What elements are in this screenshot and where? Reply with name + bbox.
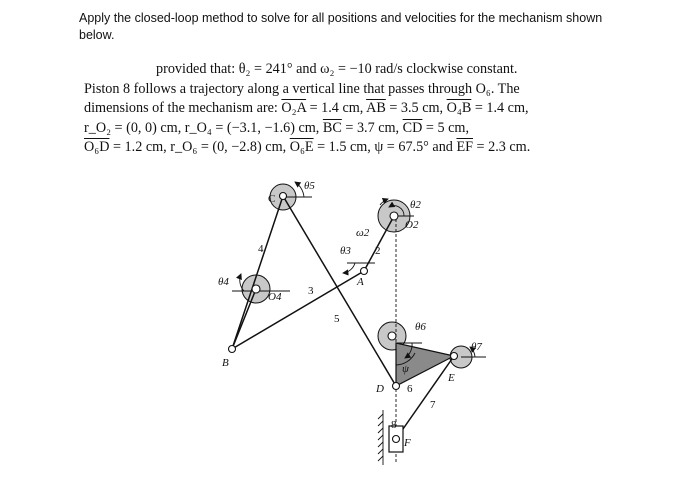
angle-arcs bbox=[240, 182, 475, 365]
joint-c bbox=[280, 193, 287, 200]
given-line-2: Piston 8 follows a trajectory along a vertical line that passes through O₆. The bbox=[84, 80, 520, 97]
given-line-1: provided that: θ₂ = 241° and ω₂ = −10 rad/s clockwise constant. bbox=[156, 61, 518, 77]
dimensions-intro: dimensions of the mechanism are: bbox=[84, 100, 282, 117]
dim-o2a: O₂A bbox=[281, 100, 307, 117]
label-theta6: θ6 bbox=[415, 321, 426, 333]
link-5 bbox=[283, 196, 396, 386]
dim-bc-value: = 3.7 cm, bbox=[341, 119, 403, 136]
label-link5: 5 bbox=[334, 313, 340, 325]
dim-o4b-value: = 1.4 cm, bbox=[471, 100, 529, 117]
label-theta2: θ2 bbox=[410, 199, 421, 211]
label-o4: O4 bbox=[268, 291, 282, 303]
dim-ab-value: = 3.5 cm, bbox=[385, 100, 447, 117]
dim-o6d-value: = 1.2 cm, r_O₆ = (0, −2.8) cm, bbox=[109, 139, 290, 156]
label-link8: 8 bbox=[391, 419, 397, 431]
label-theta3: θ3 bbox=[340, 245, 351, 257]
arc-theta5 bbox=[295, 182, 304, 197]
dim-o6e-value: = 1.5 cm, ψ = 67.5° and bbox=[313, 139, 457, 156]
arc-theta3 bbox=[343, 263, 355, 273]
position-vectors: r_O₂ = (0, 0) cm, r_O₄ = (−3.1, −1.6) cm, bbox=[84, 119, 323, 136]
diagram-labels bbox=[218, 180, 482, 449]
label-theta5: θ5 bbox=[304, 180, 315, 192]
label-o2: O2 bbox=[405, 219, 419, 231]
label-d: D bbox=[376, 383, 384, 395]
problem-statement-text: Apply the closed-loop method to solve for all positions and velocities for the mechanism shown below. bbox=[79, 11, 603, 42]
joint-e bbox=[451, 353, 458, 360]
joint-b bbox=[229, 346, 236, 353]
dim-cd-value: = 5 cm, bbox=[422, 119, 469, 136]
label-theta4: θ4 bbox=[218, 276, 229, 288]
label-f: F bbox=[404, 437, 411, 449]
label-link6: 6 bbox=[407, 383, 413, 395]
label-psi: ψ bbox=[402, 363, 409, 375]
joints bbox=[229, 193, 458, 443]
dim-ef: $\overline{EF}$ bbox=[456, 139, 473, 156]
links bbox=[232, 196, 454, 439]
label-theta7: θ7 bbox=[471, 341, 482, 353]
dim-o6d: O₆D bbox=[84, 139, 110, 156]
label-link3: 3 bbox=[308, 285, 314, 297]
dim-o4b: O₄B bbox=[446, 100, 472, 117]
joint-a bbox=[361, 268, 368, 275]
joint-o2 bbox=[390, 212, 398, 220]
dim-o6e: O₆E bbox=[289, 139, 314, 156]
joint-o4 bbox=[252, 285, 260, 293]
label-link4: 4 bbox=[258, 243, 264, 255]
label-e: E bbox=[448, 372, 455, 384]
dim-o2a-value: = 1.4 cm, bbox=[306, 100, 367, 117]
label-b: B bbox=[222, 357, 229, 369]
link-4-crank bbox=[232, 289, 256, 349]
link-4 bbox=[232, 196, 283, 349]
label-omega2: ω2 bbox=[356, 227, 370, 239]
label-c: C bbox=[268, 193, 276, 205]
label-link7: 7 bbox=[430, 399, 436, 411]
dim-ef-value: = 2.3 cm. bbox=[473, 139, 531, 156]
label-link2: 2 bbox=[375, 245, 381, 257]
dim-ab: $\overline{AB}$ bbox=[366, 100, 386, 117]
dim-cd: $\overline{CD}$ bbox=[402, 119, 423, 136]
joint-o6 bbox=[388, 332, 396, 340]
dim-bc: $\overline{BC}$ bbox=[322, 119, 342, 136]
slider-guide-hatching bbox=[378, 410, 383, 465]
label-a: A bbox=[357, 276, 364, 288]
joint-f bbox=[393, 436, 400, 443]
joint-d bbox=[393, 383, 400, 390]
